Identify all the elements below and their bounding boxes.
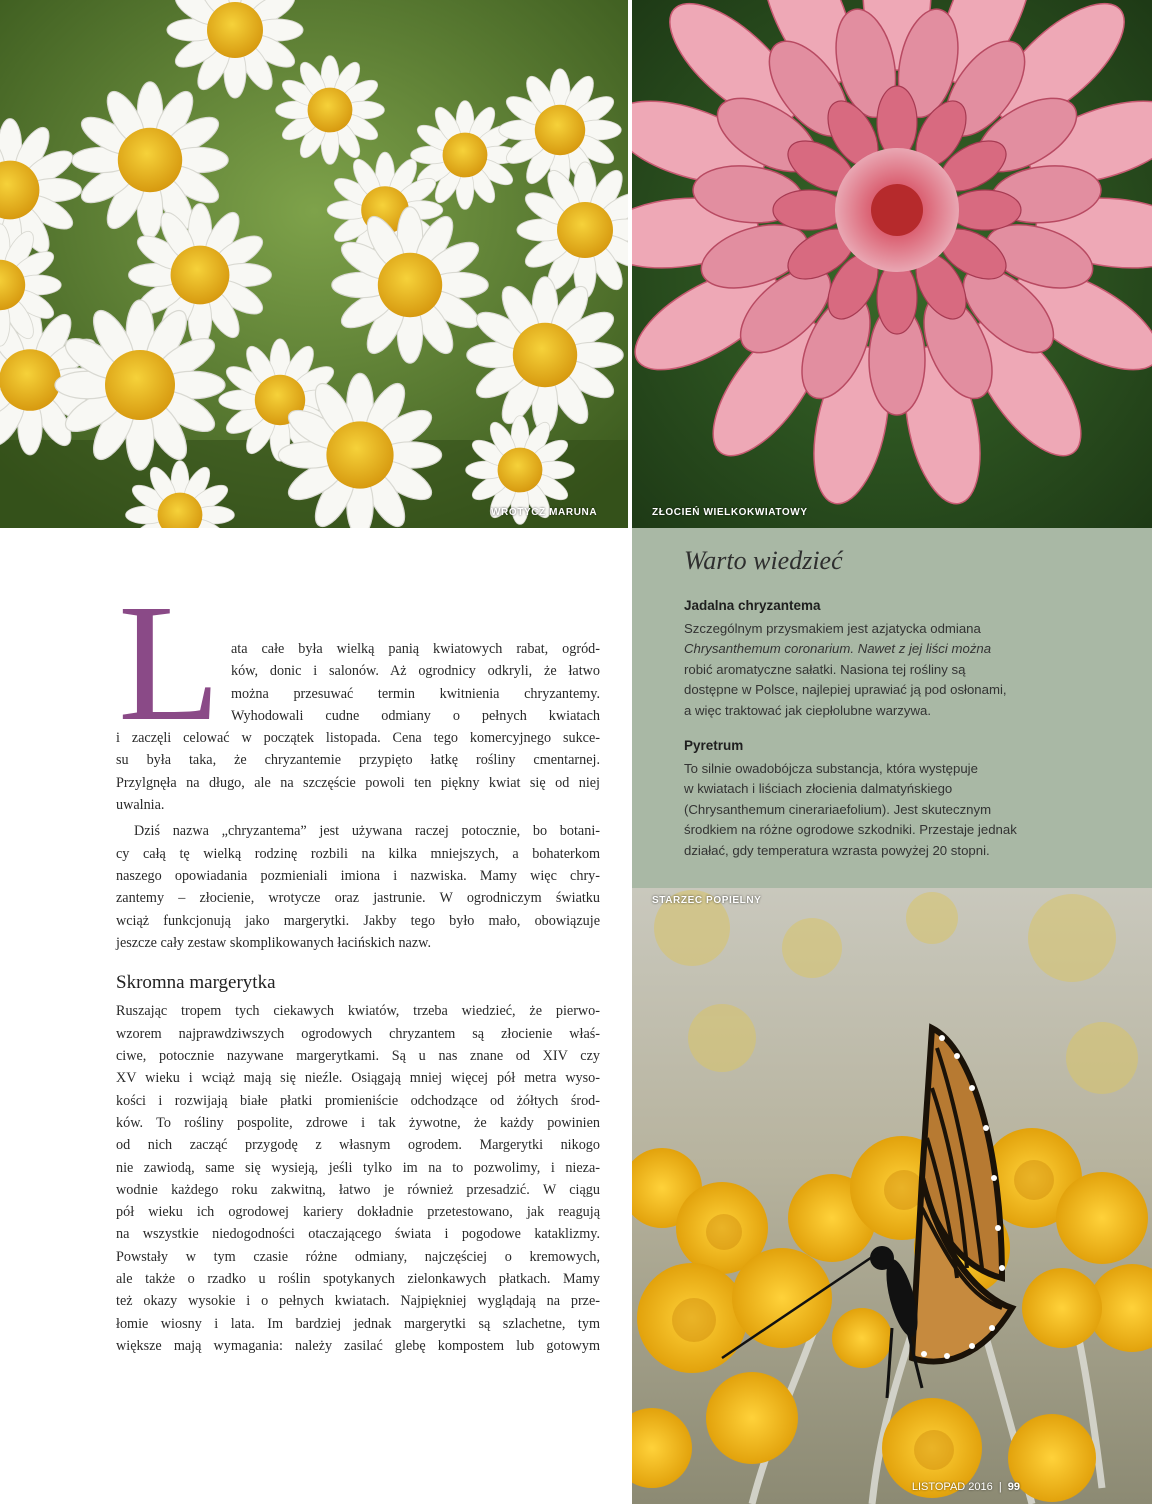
sidebar-line: (Chrysanthemum cinerariaefolium). Jest skutecznym <box>684 801 992 817</box>
article-line: kości i rozwijają białe płatki promieniście odchodzące od żółtych środ- <box>116 1092 600 1109</box>
article-line: wciąż funkcjonują jako margerytki. Jakby tego było mało, obowiązuje <box>116 912 600 929</box>
article-line: ków. To rośliny pospolite, zdrowe i tak żywotne, że każdy powinien <box>116 1114 600 1131</box>
sidebar-section-pyretrum <box>684 736 1104 861</box>
article-paragraph-1 <box>116 638 600 816</box>
article-line: też okazy wysokie i o pełnych kwiatach. Najpiękniej wyglądają na prze- <box>116 1293 600 1310</box>
article-line: pół wieku ich ogrodowej kariery dokładnie przetestowano, jak reagują <box>116 1204 600 1221</box>
sidebar-line: środkiem na różne ogrodowe szkodniki. Przestaje jednak <box>684 822 1017 837</box>
issue-label: LISTOPAD 2016 <box>911 1481 993 1493</box>
article-line: można przesuwać termin kwitnienia chryzantemy. <box>231 685 600 702</box>
sidebar-line: Szczególnym przysmakiem jest azjatycka odmiana <box>684 620 981 636</box>
article-line: Ruszając tropem tych ciekawych kwiatów, trzeba wiedzieć, że pierwo- <box>116 1003 600 1020</box>
article-line: Przylgnęła na długo, ale na szczęście powoli ten piękny kwiat się od niej <box>116 774 600 791</box>
sidebar-line: robić aromatyczne sałatki. Nasiona tej rośliny są <box>684 661 966 677</box>
sidebar-paragraph <box>684 759 1104 862</box>
sidebar-line: działać, gdy temperatura wzrasta powyżej 20 stopni. <box>684 842 990 858</box>
article-line: na wszystkie niedogodności otaczającego świata i pogodowe kataklizmy. <box>116 1226 600 1243</box>
article-line: nie zawiodą, same się wysieją, jeśli tylko im na to pozwolimy, i nieza- <box>116 1159 600 1176</box>
article-line: zantemy – złocienie, wrotycze oraz jastrunie. W ogrodniczym światku <box>116 890 600 907</box>
sidebar-line: To silnie owadobójcza substancja, która występuje <box>684 760 978 776</box>
chrysanthemum-photo-graphic <box>632 0 1152 528</box>
caption-zlocien-wielkokwiatowy: ZŁOCIEŃ WIELKOKWIATOWY <box>652 507 808 518</box>
photo-wrotycz-maruna <box>0 0 628 528</box>
photo-zlocien-wielkokwiatowy <box>632 0 1152 528</box>
article-line: XV wieku i wciąż mają się nieźle. Osiągają mniej więcej pół metra wyso- <box>116 1070 600 1087</box>
article-line: wodnie każdego roku zakwitną, łatwo je również przesadzić. W ciągu <box>116 1181 600 1198</box>
sidebar-warto-wiedziec <box>632 528 1152 888</box>
article-line: łomie wiosny i lata. Im bardziej jednak margerytki są szlachetne, tym <box>116 1315 600 1332</box>
photo-starzec-popielny <box>632 888 1152 1504</box>
caption-starzec-popielny: STARZEC POPIELNY <box>652 895 762 906</box>
article-line: Dziś nazwa „chryzantema” jest używana raczej potocznie, bo botani- <box>134 823 600 840</box>
article-line: ata całe była wielką panią kwiatowych rabat, ogród- <box>231 641 600 657</box>
sidebar-title: Warto wiedzieć <box>684 546 843 575</box>
article-line: ale także o rzadko u roślin spotykanych zielonkawych płatkach. Mamy <box>116 1271 600 1288</box>
article-paragraph-3 <box>116 1000 600 1357</box>
sidebar-section-jadalna <box>684 596 1104 721</box>
sidebar-paragraph <box>684 619 1104 722</box>
article-line: Powstały w tym czasie różne odmiany, najczęściej o kremowych, <box>116 1248 600 1265</box>
drop-cap-letter: L <box>118 570 221 756</box>
sidebar-line: w kwiatach i liściach złocienia dalmatyńskiego <box>684 781 953 796</box>
article-line: większe mają wymagania: należy zasilać glebę kompostem lub gotowym <box>116 1337 600 1354</box>
article-line: ków, donic i salonów. Aż ogrodnicy odkryli, że łatwo <box>231 663 600 680</box>
sidebar-heading: Jadalna chryzantema <box>684 598 821 613</box>
article-paragraph-2 <box>116 820 600 954</box>
article-line: uwalnia. <box>116 797 165 814</box>
sidebar-line: Chrysanthemum coronarium. Nawet z jej liści można <box>684 641 992 656</box>
article-line: Wyhodowali cudne odmiany o pełnych kwiatach <box>231 707 600 724</box>
article-line: od nich zacząć przygodę z własnym ogrodem. Margerytki nikogo <box>116 1137 600 1154</box>
page-footer <box>912 1481 1020 1493</box>
sidebar-heading: Pyretrum <box>684 738 744 753</box>
footer-separator: | <box>998 1481 1002 1493</box>
article-subheading: Skromna margerytka <box>116 972 276 994</box>
article-line: naszego opowiadania pozmieniali imiona i nazwiska. Mamy więc chry- <box>116 867 600 884</box>
sidebar-line: dostępne w Polsce, najlepiej uprawiać ją pod osłonami, <box>684 682 1007 697</box>
article-line: i zaczęli celować w początek listopada. Cena tego komercyjnego sukce- <box>116 730 600 747</box>
article-line: jeszcze cały zestaw skomplikowanych łacińskich nazw. <box>116 934 432 951</box>
butterfly-photo-graphic <box>632 888 1152 1504</box>
caption-wrotycz-maruna: WROTYCZ MARUNA <box>491 507 598 518</box>
article-line: su była taka, że chryzantemie przypięto łatkę rośliny cmentarnej. <box>116 752 600 769</box>
page-number: 99 <box>1007 1481 1020 1493</box>
article-line: cy całą tę wielką rodzinę rozbili na kilka mniejszych, a bohaterkom <box>116 845 600 862</box>
sidebar-line: a więc traktować jak ciepłolubne warzywa. <box>684 702 932 718</box>
article-body <box>116 592 600 1357</box>
article-line: ciwe, potocznie nazywane margerytkami. Są u nas znane od XIV czy <box>116 1048 600 1065</box>
article-line: wzorem najprawdziwszych ogrodowych chryzantem są złocienie właś- <box>116 1025 600 1042</box>
daisy-photo-graphic <box>0 0 628 528</box>
